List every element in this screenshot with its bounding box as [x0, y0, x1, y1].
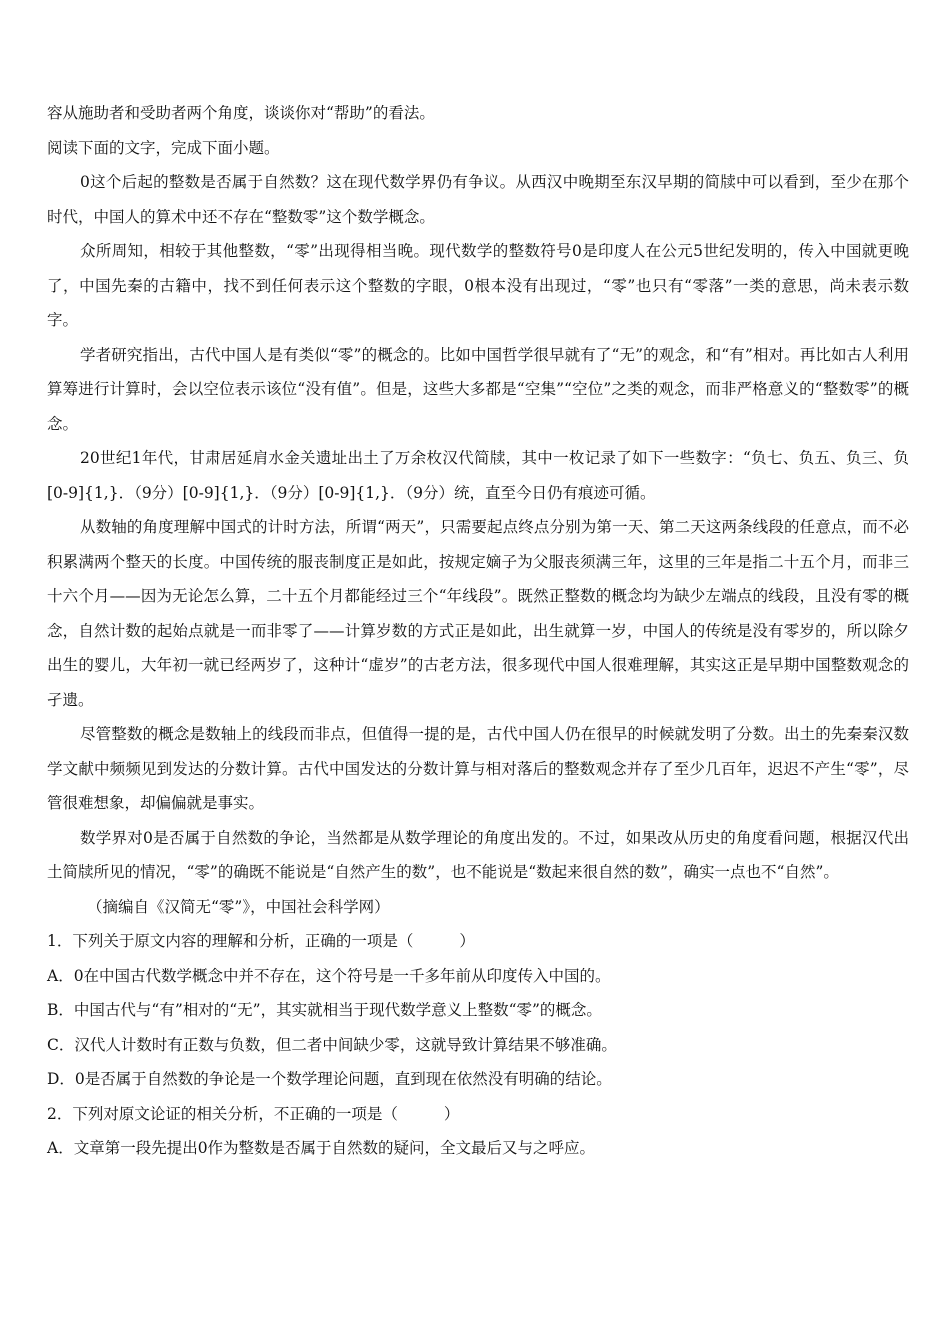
- passage: [47, 165, 909, 890]
- question-2: [47, 1097, 909, 1166]
- passage-paragraph-4: 20世纪1年代，甘肃居延肩水金关遗址出土了万余枚汉代简牍，其中一枚记录了如下一些数字：“负七、负五、负三、负[0-9]{1,}．（9分）[0-9]{1,}．（9分）[0-9]{1,}．（9分）统，直至今日仍有痕迹可循。: [47, 449, 909, 502]
- passage-paragraph-6: 尽管整数的概念是数轴上的线段而非点，但值得一提的是，古代中国人仍在很早的时候就发明了分数。出土的先秦秦汉数学文献中频频见到发达的分数计算。古代中国发达的分数计算与相对落后的整数观念并存了至少几百年，迟迟不产生“零”，尽管很难想象，却偏偏就是事实。: [47, 725, 909, 812]
- option-c: C．汉代人计数时有正数与负数，但二者中间缺少零，这就导致计算结果不够准确。: [47, 1035, 617, 1054]
- passage-paragraph-1: 0这个后起的整数是否属于自然数？这在现代数学界仍有争议。从西汉中晚期至东汉早期的简牍中可以看到，至少在那个时代，中国人的算术中还不存在“整数零”这个数学概念。: [47, 173, 909, 226]
- passage-paragraph-5: 从数轴的角度理解中国式的计时方法，所谓“两天”，只需要起点终点分别为第一天、第二天这两条线段的任意点，而不必积累满两个整天的长度。中国传统的服丧制度正是如此，按规定嫡子为父服丧须满三年，这里的三年是指二十五个月，而非三十六个月——因为无论怎么算，二十五个月都能经过三个“年线段”。既然正整数的概念均为缺少左端点的线段，且没有零的概念，自然计数的起始点就是一而非零了——计算岁数的方式正是如此，出生就算一岁，中国人的传统是没有零岁的，所以除夕出生的婴儿，大年初一就已经两岁了，这种计“虚岁”的古老方法，很多现代中国人很难理解，其实这正是早期中国整数观念的孑遗。: [47, 518, 909, 709]
- option-b: B．中国古代与“有”相对的“无”，其实就相当于现代数学意义上整数“零”的概念。: [47, 1001, 602, 1019]
- previous-question-tail: 容从施助者和受助者两个角度，谈谈你对“帮助”的看法。: [47, 104, 435, 122]
- option-a: A．文章第一段先提出0作为整数是否属于自然数的疑问，全文最后又与之呼应。: [47, 1139, 596, 1157]
- passage-source: （摘编自《汉简无“零”》，中国社会科学网）: [87, 897, 390, 916]
- document-page: [47, 96, 909, 1166]
- passage-paragraph-3: 学者研究指出，古代中国人是有类似“零”的概念的。比如中国哲学很早就有了“无”的观念，和“有”相对。再比如古人利用算筹进行计算时，会以空位表示该位“没有值”。但是，这些大多都是“空集”“空位”之类的观念，而非严格意义的“整数零”的概念。: [47, 345, 909, 433]
- reading-instruction: 阅读下面的文字，完成下面小题。: [47, 138, 280, 157]
- question-stem: 2．下列对原文论证的相关分析，不正确的一项是（ ）: [47, 1104, 460, 1123]
- option-a: A．0在中国古代数学概念中并不存在，这个符号是一千多年前从印度传入中国的。: [47, 966, 611, 985]
- question-1: [47, 924, 909, 1097]
- option-d: D．0是否属于自然数的争论是一个数学理论问题，直到现在依然没有明确的结论。: [47, 1070, 612, 1088]
- passage-paragraph-2: 众所周知，相较于其他整数，“零”出现得相当晚。现代数学的整数符号0是印度人在公元5世纪发明的，传入中国就更晚了，中国先秦的古籍中，找不到任何表示这个整数的字眼，0根本没有出现过，“零”也只有“零落”一类的意思，尚未表示数字。: [47, 242, 909, 329]
- passage-paragraph-7: 数学界对0是否属于自然数的争论，当然都是从数学理论的角度出发的。不过，如果改从历史的角度看问题，根据汉代出土简牍所见的情况，“零”的确既不能说是“自然产生的数”，也不能说是“数起来很自然的数”，确实一点也不“自然”。: [47, 828, 909, 881]
- question-stem: 1．下列关于原文内容的理解和分析，正确的一项是（ ）: [47, 932, 475, 950]
